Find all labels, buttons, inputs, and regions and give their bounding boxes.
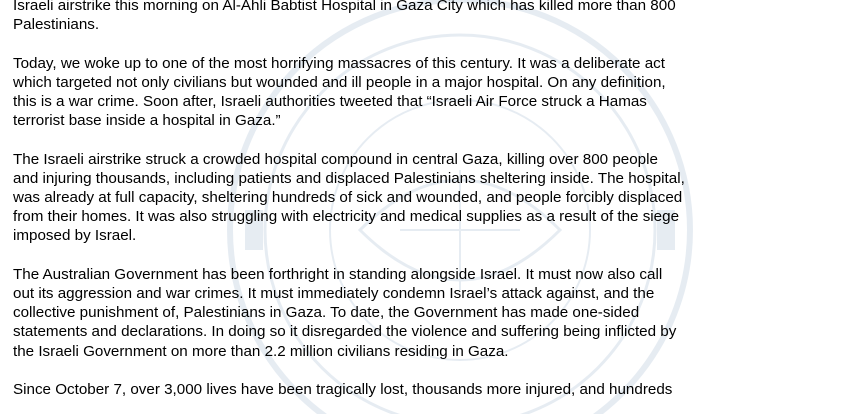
- paragraph-4: The Australian Government has been forthright in standing alongside Israel. It must now also call out its aggression and war crimes. It must immediately condemn Israel’s attack against, and the collective punishment of, Palestinians in Gaza. To date, the Government has made one-sided statements and declarations. In doing so it disregarded the violence and suffering being inflicted by the Israeli Government on more than 2.2 million civilians residing in Gaza.: [13, 265, 677, 360]
- paragraph-1: Israeli airstrike this morning on Al-Ahli Babtist Hospital in Gaza City which has killed more than 800 Palestinians.: [13, 0, 676, 34]
- paragraph-3: The Israeli airstrike struck a crowded hospital compound in central Gaza, killing over 800 people and injuring thousands, including patients and displaced Palestinians sheltering inside. The hospital, was already at full capacity, sheltering hundreds of sick and wounded, and people forcibly displaced from their homes. It was also struggling with electricity and medical supplies as a result of the siege imposed by Israel.: [13, 150, 685, 245]
- paragraph-2: Today, we woke up to one of the most horrifying massacres of this century. It was a deliberate act which targeted not only civilians but wounded and ill people in a major hospital. On any definition, this is a war crime. Soon after, Israeli authorities tweeted that “Israeli Air Force struck a Hamas terrorist base inside a hospital in Gaza.”: [13, 54, 666, 130]
- paragraph-5: Since October 7, over 3,000 lives have been tragically lost, thousands more injured, and hundreds: [13, 381, 673, 398]
- document-body: [13, 0, 843, 414]
